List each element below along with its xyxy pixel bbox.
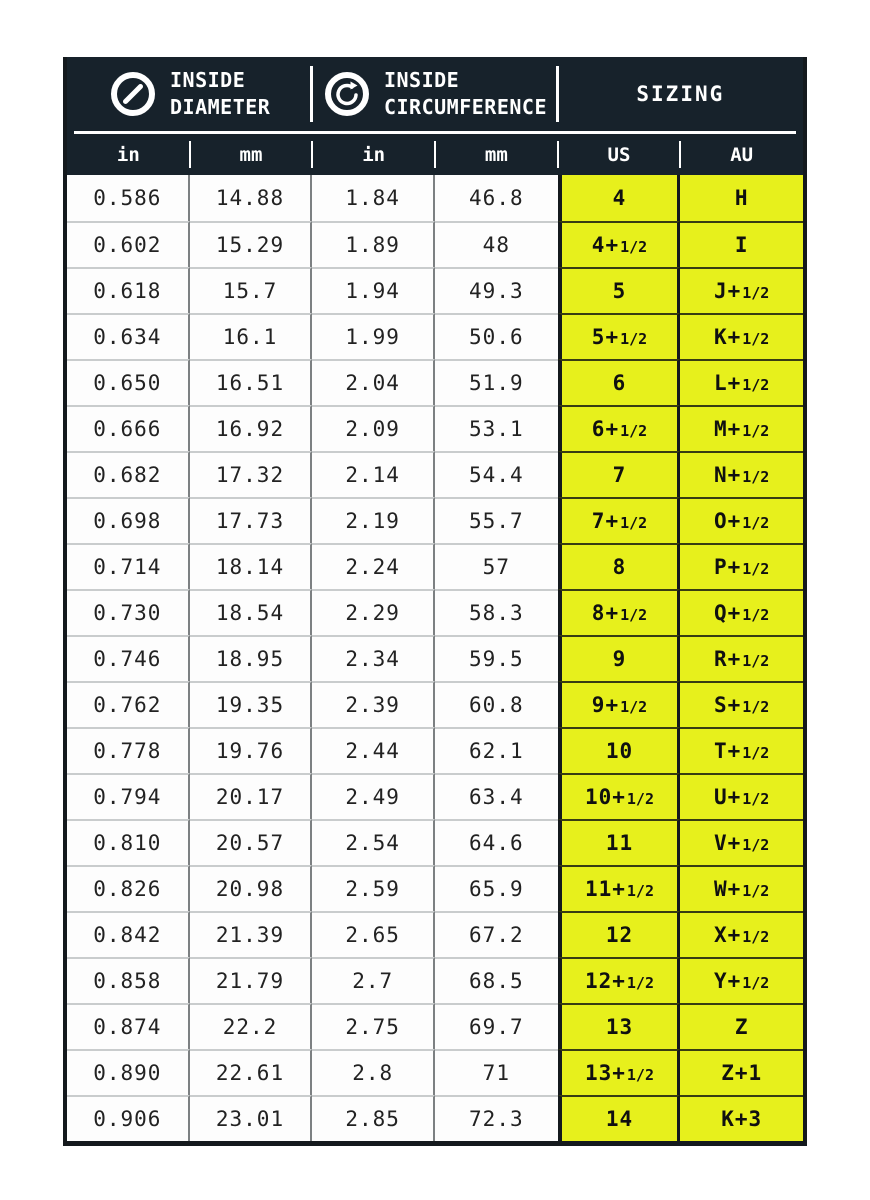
column-header-inside-circumference-in: in: [312, 134, 435, 175]
cell-inside-circumference-in: 2.59: [312, 865, 435, 911]
column-header-inside-diameter-in: in: [67, 134, 190, 175]
cell-us-size: 8+ 1/2: [558, 589, 681, 635]
header-group-sizing: [558, 57, 803, 131]
cell-inside-diameter-in: 0.666: [67, 405, 190, 451]
label-line: INSIDE: [170, 68, 246, 92]
cell-au-size: I: [680, 221, 803, 267]
cell-au-size: U+ 1/2: [680, 773, 803, 819]
cell-inside-diameter-in: 0.698: [67, 497, 190, 543]
diameter-icon: [109, 70, 157, 118]
cell-inside-circumference-in: 2.65: [312, 911, 435, 957]
cell-inside-diameter-in: 0.874: [67, 1003, 190, 1049]
cell-us-size: 13+ 1/2: [558, 1049, 681, 1095]
header-group-row: [67, 57, 803, 131]
column-header-us-size: US: [558, 134, 681, 175]
cell-inside-circumference-in: 2.7: [312, 957, 435, 1003]
cell-inside-diameter-in: 0.778: [67, 727, 190, 773]
cell-inside-circumference-in: 1.99: [312, 313, 435, 359]
cell-us-size: 14: [558, 1095, 681, 1141]
cell-au-size: H: [680, 175, 803, 221]
cell-inside-circumference-mm: 63.4: [435, 773, 558, 819]
cell-us-size: 8: [558, 543, 681, 589]
cell-au-size: O+ 1/2: [680, 497, 803, 543]
cell-au-size: T+ 1/2: [680, 727, 803, 773]
cell-inside-circumference-in: 2.04: [312, 359, 435, 405]
header-group-label: [384, 67, 547, 121]
cell-inside-circumference-mm: 68.5: [435, 957, 558, 1003]
cell-inside-circumference-mm: 48: [435, 221, 558, 267]
cell-inside-diameter-in: 0.650: [67, 359, 190, 405]
cell-inside-circumference-mm: 64.6: [435, 819, 558, 865]
cell-au-size: Z: [680, 1003, 803, 1049]
cell-au-size: W+ 1/2: [680, 865, 803, 911]
cell-us-size: 7: [558, 451, 681, 497]
cell-inside-diameter-mm: 22.2: [190, 1003, 313, 1049]
cell-inside-diameter-mm: 20.17: [190, 773, 313, 819]
cell-au-size: Q+ 1/2: [680, 589, 803, 635]
cell-inside-diameter-mm: 16.1: [190, 313, 313, 359]
cell-inside-diameter-mm: 17.73: [190, 497, 313, 543]
cell-au-size: J+ 1/2: [680, 267, 803, 313]
cell-inside-diameter-mm: 18.95: [190, 635, 313, 681]
cell-inside-circumference-in: 2.34: [312, 635, 435, 681]
cell-inside-circumference-mm: 72.3: [435, 1095, 558, 1141]
cell-inside-diameter-in: 0.890: [67, 1049, 190, 1095]
cell-inside-circumference-in: 2.19: [312, 497, 435, 543]
cell-us-size: 10+ 1/2: [558, 773, 681, 819]
label-line: DIAMETER: [170, 95, 271, 119]
cell-inside-circumference-mm: 60.8: [435, 681, 558, 727]
cell-inside-diameter-mm: 16.51: [190, 359, 313, 405]
cell-inside-diameter-in: 0.730: [67, 589, 190, 635]
cell-inside-circumference-mm: 62.1: [435, 727, 558, 773]
cell-inside-diameter-mm: 17.32: [190, 451, 313, 497]
cell-inside-diameter-mm: 14.88: [190, 175, 313, 221]
cell-us-size: 9: [558, 635, 681, 681]
cell-inside-diameter-mm: 23.01: [190, 1095, 313, 1141]
label-line: CIRCUMFERENCE: [383, 95, 548, 119]
header-group-label: SIZING: [636, 82, 725, 106]
cell-us-size: 12: [558, 911, 681, 957]
cell-au-size: N+ 1/2: [680, 451, 803, 497]
column-header-inside-circumference-mm: mm: [435, 134, 558, 175]
cell-us-size: 6: [558, 359, 681, 405]
header-group-inside-circumference: [312, 57, 557, 131]
cell-inside-circumference-in: 2.14: [312, 451, 435, 497]
cell-inside-circumference-mm: 71: [435, 1049, 558, 1095]
cell-inside-circumference-mm: 67.2: [435, 911, 558, 957]
cell-inside-diameter-in: 0.794: [67, 773, 190, 819]
cell-inside-circumference-in: 2.29: [312, 589, 435, 635]
header-group-label: [170, 67, 270, 121]
cell-inside-diameter-in: 0.682: [67, 451, 190, 497]
cell-au-size: M+ 1/2: [680, 405, 803, 451]
cell-inside-circumference-mm: 57: [435, 543, 558, 589]
cell-inside-circumference-in: 2.54: [312, 819, 435, 865]
cell-inside-circumference-mm: 51.9: [435, 359, 558, 405]
cell-inside-circumference-mm: 46.8: [469, 186, 524, 210]
column-header-inside-diameter-mm: mm: [190, 134, 313, 175]
cell-inside-circumference-in: 2.44: [312, 727, 435, 773]
cell-inside-circumference-mm: 50.6: [435, 313, 558, 359]
cell-inside-diameter-in: 0.602: [67, 221, 190, 267]
cell-inside-circumference-in: 2.09: [312, 405, 435, 451]
cell-au-size: X+ 1/2: [680, 911, 803, 957]
cell-us-size: 11+ 1/2: [558, 865, 681, 911]
cell-inside-diameter-in: 0.586: [67, 175, 190, 221]
cell-inside-diameter-in: 0.826: [67, 865, 190, 911]
cell-inside-diameter-mm: 19.35: [190, 681, 313, 727]
cell-au-size: Z+1: [680, 1049, 803, 1095]
cell-inside-circumference-mm: 58.3: [435, 589, 558, 635]
cell-inside-circumference-in: 1.94: [312, 267, 435, 313]
cell-inside-diameter-mm: 15.7: [190, 267, 313, 313]
cell-inside-circumference-mm: 59.5: [435, 635, 558, 681]
cell-inside-circumference-in: 1.89: [312, 221, 435, 267]
cell-inside-diameter-mm: 15.29: [190, 221, 313, 267]
cell-inside-diameter-in: 0.618: [67, 267, 190, 313]
header-group-inside-diameter: [67, 57, 312, 131]
cell-inside-diameter-in: 0.858: [67, 957, 190, 1003]
cell-au-size: P+ 1/2: [680, 543, 803, 589]
cell-inside-diameter-mm: 20.98: [190, 865, 313, 911]
cell-us-size: 4: [558, 175, 681, 221]
cell-inside-circumference-in: 2.39: [312, 681, 435, 727]
cell-inside-circumference-in: 1.84: [312, 175, 435, 221]
cell-us-size: 5: [558, 267, 681, 313]
cell-inside-diameter-mm: 19.76: [190, 727, 313, 773]
column-header-au-size: AU: [730, 143, 754, 166]
cell-au-size: L+ 1/2: [680, 359, 803, 405]
cell-au-size: Y+ 1/2: [680, 957, 803, 1003]
cell-inside-diameter-mm: 18.14: [190, 543, 313, 589]
cell-au-size: S+ 1/2: [680, 681, 803, 727]
cell-inside-circumference-in: 2.8: [312, 1049, 435, 1095]
cell-inside-diameter-mm: 20.57: [190, 819, 313, 865]
cell-inside-diameter-in: 0.842: [67, 911, 190, 957]
label-line: INSIDE: [383, 68, 460, 92]
cell-inside-circumference-in: 2.85: [312, 1095, 435, 1141]
cell-us-size: 13: [558, 1003, 681, 1049]
cell-inside-circumference-mm: 54.4: [435, 451, 558, 497]
cell-inside-circumference-mm: 65.9: [435, 865, 558, 911]
unit-header-row: [67, 134, 803, 175]
circumference-icon: [323, 70, 371, 118]
cell-inside-circumference-in: 2.24: [312, 543, 435, 589]
cell-inside-diameter-in: 0.906: [67, 1095, 190, 1141]
cell-inside-diameter-in: 0.810: [67, 819, 190, 865]
table-body: [67, 175, 803, 1141]
cell-inside-circumference-mm: 55.7: [435, 497, 558, 543]
cell-inside-circumference-in: 2.75: [312, 1003, 435, 1049]
table-header: [67, 57, 803, 175]
cell-au-size: V+ 1/2: [680, 819, 803, 865]
cell-us-size: 5+ 1/2: [558, 313, 681, 359]
cell-us-size: 12+ 1/2: [558, 957, 681, 1003]
cell-inside-diameter-in: 0.762: [67, 681, 190, 727]
cell-us-size: 4+ 1/2: [558, 221, 681, 267]
cell-inside-diameter-in: 0.634: [67, 313, 190, 359]
cell-inside-diameter-mm: 21.79: [190, 957, 313, 1003]
cell-inside-diameter-in: 0.746: [67, 635, 190, 681]
cell-au-size: K+ 1/2: [680, 313, 803, 359]
cell-inside-circumference-mm: 49.3: [435, 267, 558, 313]
cell-us-size: 6+ 1/2: [558, 405, 681, 451]
cell-au-size: R+ 1/2: [680, 635, 803, 681]
cell-inside-circumference-mm: 69.7: [435, 1003, 558, 1049]
cell-us-size: 11: [558, 819, 681, 865]
cell-inside-diameter-mm: 22.61: [190, 1049, 313, 1095]
cell-inside-diameter-mm: 18.54: [190, 589, 313, 635]
cell-us-size: 7+ 1/2: [558, 497, 681, 543]
cell-us-size: 9+ 1/2: [558, 681, 681, 727]
cell-inside-circumference-in: 2.49: [312, 773, 435, 819]
cell-inside-diameter-in: 0.714: [67, 543, 190, 589]
cell-inside-circumference-mm: 53.1: [435, 405, 558, 451]
cell-au-size: K+3: [680, 1095, 803, 1141]
cell-inside-diameter-mm: 16.92: [190, 405, 313, 451]
ring-size-chart: [63, 57, 807, 1146]
cell-us-size: 10: [558, 727, 681, 773]
cell-inside-diameter-mm: 21.39: [190, 911, 313, 957]
